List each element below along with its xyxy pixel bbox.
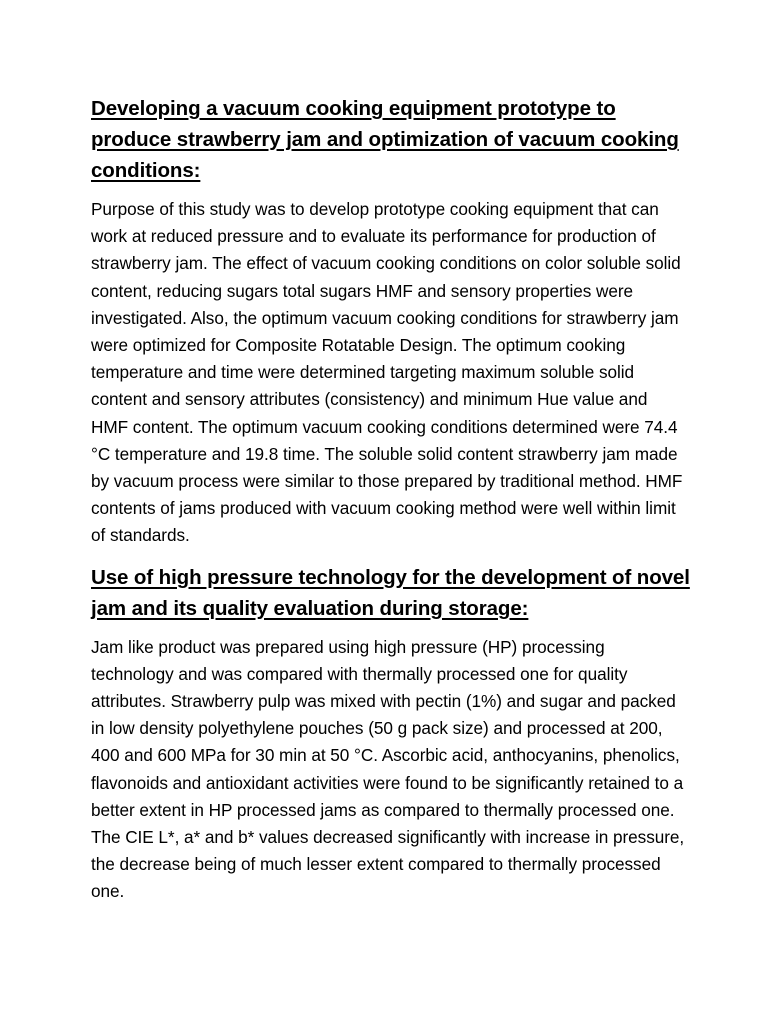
section-heading: Use of high pressure technology for the development of novel jam and its quality evaluation during storage:: [91, 565, 690, 620]
document-content: [91, 93, 691, 906]
section-vacuum-cooking: [91, 93, 691, 550]
section-paragraph: Purpose of this study was to develop prototype cooking equipment that can work at reduced pressure and to evaluate its performance for production of strawberry jam. The effect of vacuum cooking conditions on color soluble solid content, reducing sugars total sugars HMF and sensory properties were investigated. Also, the optimum vacuum cooking conditions for strawberry jam were optimized for Composite Rotatable Design. The optimum cooking temperature and time were determined targeting maximum soluble solid content and sensory attributes (consistency) and minimum Hue value and HMF content. The optimum vacuum cooking conditions determined were 74.4 °C temperature and 19.8 time. The soluble solid content strawberry jam made by vacuum process were similar to those prepared by traditional method. HMF contents of jams produced with vacuum cooking method were well within limit of standards.: [91, 199, 683, 546]
section-heading: Developing a vacuum cooking equipment prototype to produce strawberry jam and optimization of vacuum cooking conditions:: [91, 97, 679, 182]
section-paragraph: Jam like product was prepared using high pressure (HP) processing technology and was compared with thermally processed one for quality attributes. Strawberry pulp was mixed with pectin (1%) and sugar and packed in low density polyethylene pouches (50 g pack size) and processed at 200, 400 and 600 MPa for 30 min at 50 °C. Ascorbic acid, anthocyanins, phenolics, flavonoids and antioxidant activities were found to be significantly retained to a better extent in HP processed jams as compared to thermally processed one. The CIE L*, a* and b* values decreased significantly with increase in pressure, the decrease being of much lesser extent compared to thermally processed one.: [91, 636, 685, 902]
section-high-pressure: [91, 562, 691, 906]
